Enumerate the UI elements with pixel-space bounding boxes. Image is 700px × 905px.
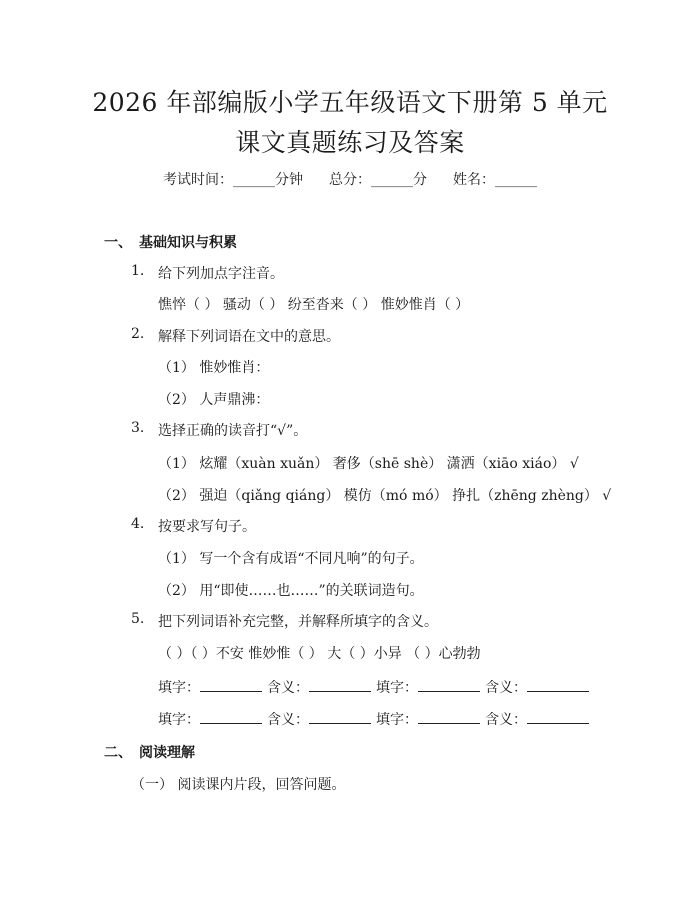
meaning-label: 含义： [267, 680, 309, 696]
meaning-blank[interactable] [527, 679, 589, 692]
title-line-2: 课文真题练习及答案 [235, 128, 465, 157]
q4-text: 按要求写句子。 [158, 519, 256, 535]
q2-sub2: （2） 人声鼎沸： [158, 392, 270, 408]
fill-blank[interactable] [418, 679, 480, 692]
q5-number: 5. [131, 611, 145, 627]
section2-heading-number: 二、 [104, 745, 132, 761]
meaning-label: 含义： [267, 712, 309, 728]
q1-items: 憔悴（ ） 骚动（ ） 纷至沓来（ ） 惟妙惟肖（ ） [158, 297, 470, 313]
q5-fill-row-1 [158, 677, 594, 697]
q2-number: 2. [131, 326, 145, 342]
q3-sub2: （2） 强迫（qiǎng qiáng） 模仿（mó mó） 挣扎（zhēng zhèng） √ [158, 488, 612, 504]
fill-label: 填字： [376, 712, 418, 728]
exam-meta [0, 169, 700, 189]
q1-number: 1. [131, 263, 145, 279]
section1-heading-number: 一、 [104, 235, 132, 251]
meaning-blank[interactable] [309, 711, 371, 724]
fill-blank[interactable] [200, 679, 262, 692]
q3-text: 选择正确的读音打“√”。 [158, 423, 308, 439]
q3-sub1: （1） 炫耀（xuàn xuǎn） 奢侈（shē shè） 潇洒（xiāo xiáo） √ [158, 456, 579, 472]
fill-label: 填字： [158, 680, 200, 696]
section2-sub1: （一） 阅读课内片段，回答问题。 [131, 777, 346, 793]
q4-sub2: （2） 用“即使……也……”的关联词造句。 [158, 583, 424, 599]
meaning-blank[interactable] [527, 711, 589, 724]
meaning-blank[interactable] [309, 679, 371, 692]
fill-blank[interactable] [418, 711, 480, 724]
q1-text: 给下列加点字注音。 [158, 266, 284, 282]
q5-fill-row-2 [158, 709, 594, 729]
fill-blank[interactable] [200, 711, 262, 724]
q3-number: 3. [131, 420, 145, 436]
fill-label: 填字： [376, 680, 418, 696]
section2-heading: 阅读理解 [139, 745, 195, 761]
student-name: 姓名：______ [453, 172, 537, 188]
meaning-label: 含义： [485, 712, 527, 728]
q2-sub1: （1） 惟妙惟肖： [158, 360, 270, 376]
q5-text: 把下列词语补充完整，并解释所填字的含义。 [158, 614, 438, 630]
exam-total-score: 总分：______分 [329, 172, 427, 188]
q2-text: 解释下列词语在文中的意思。 [158, 329, 340, 345]
section1-heading: 基础知识与积累 [139, 235, 237, 251]
fill-label: 填字： [158, 712, 200, 728]
meaning-label: 含义： [485, 680, 527, 696]
title-line-1: 2026 年部编版小学五年级语文下册第 5 单元 [92, 88, 608, 117]
q5-items: （ ）（ ）不安 惟妙惟（ ） 大（ ）小异 （ ）心勃勃 [158, 646, 481, 662]
q4-sub1: （1） 写一个含有成语“不同凡响”的句子。 [158, 551, 424, 567]
q4-number: 4. [131, 516, 145, 532]
exam-time: 考试时间：______分钟 [163, 172, 303, 188]
